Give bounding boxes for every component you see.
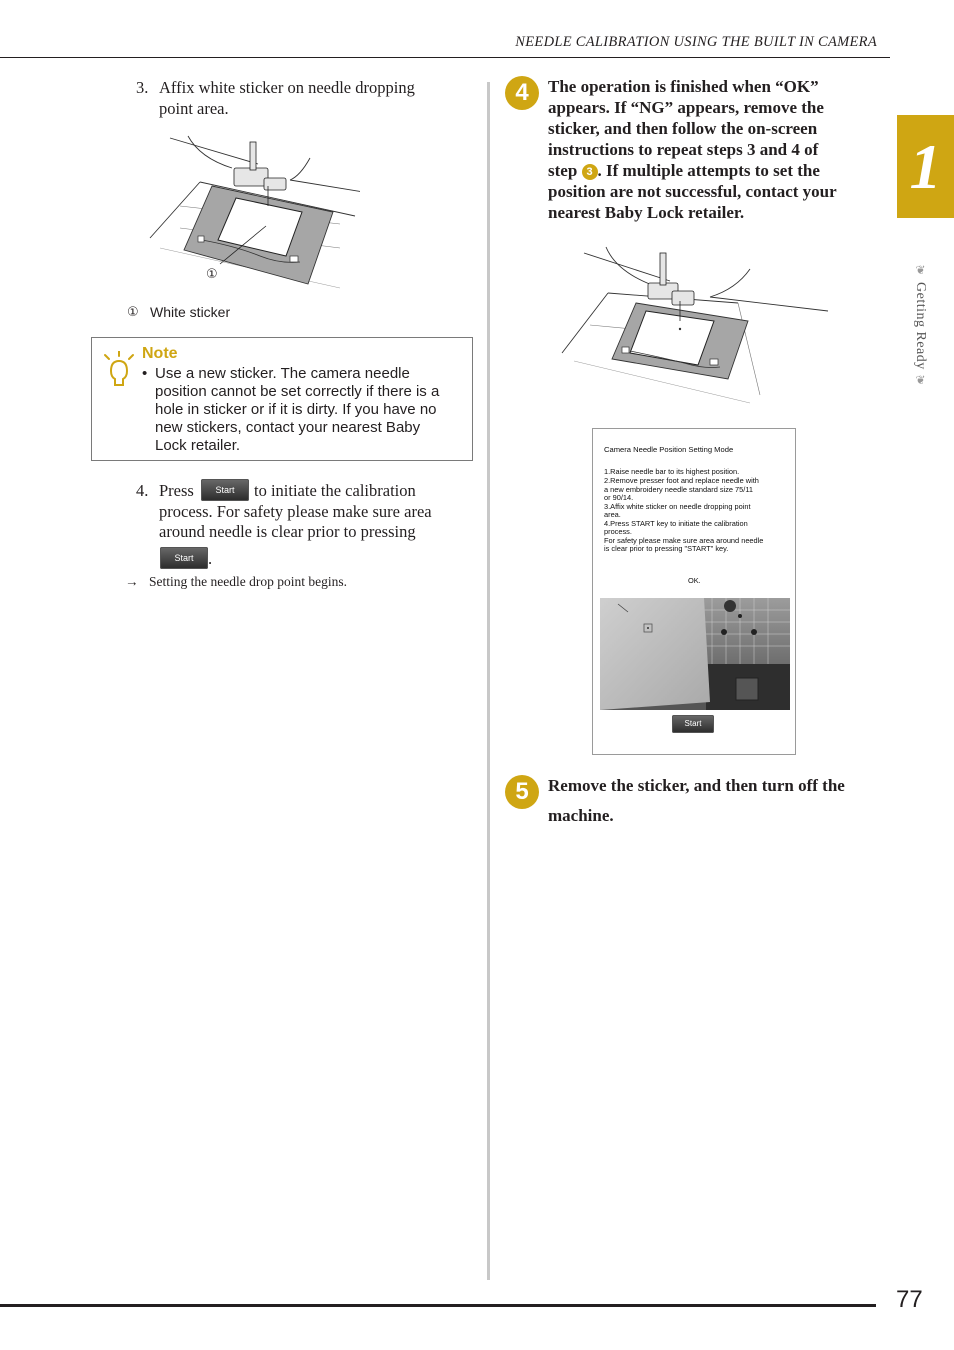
camera-view-image — [600, 598, 790, 710]
screen-instruction-5: 3.Affix white sticker on needle dropping point — [604, 502, 751, 511]
screen-instruction-6: area. — [604, 510, 621, 519]
start-key-image: Start — [201, 479, 249, 501]
step-4-result: Setting the needle drop point begins. — [149, 574, 347, 589]
result-arrow: → — [125, 574, 139, 589]
step-4-bold-line-3: sticker, and then follow the on-screen — [548, 119, 818, 138]
step-4-period: . — [208, 549, 213, 568]
figure-caption: White sticker — [150, 304, 231, 320]
step-4-line-3: around needle is clear prior to pressing — [159, 522, 416, 541]
screen-instruction-1: 1.Raise needle bar to its highest position. — [604, 467, 740, 476]
step-4-bold-line-5 — [548, 161, 820, 182]
note-line-3: hole in sticker or if it is dirty. If you have no — [155, 401, 437, 418]
screen-instruction-4: or 90/14. — [604, 493, 634, 502]
start-key-image: Start — [160, 547, 208, 569]
step-word: step — [548, 161, 578, 180]
screen-instruction-2: 2.Remove presser foot and replace needle with — [604, 476, 759, 485]
screen-instruction-9: For safety please make sure area around needle — [604, 536, 764, 545]
screen-title: Camera Needle Position Setting Mode — [604, 445, 734, 454]
note-line-2: position cannot be set correctly if there is a — [155, 383, 440, 400]
screen-start-button: Start — [672, 715, 714, 733]
step-5-line-1: Remove the sticker, and then turn off the — [548, 776, 845, 795]
ornament-icon: ❦ — [913, 263, 928, 278]
step-4-bold-line-7: nearest Baby Lock retailer. — [548, 203, 745, 222]
sticker-figure — [140, 128, 360, 300]
step-4-press: Press — [159, 481, 194, 500]
step-4-bold-line-4: instructions to repeat steps 3 and 4 of — [548, 140, 819, 159]
step-4-line-2: process. For safety please make sure area — [159, 502, 432, 521]
screen-instruction-3: a new embroidery needle standard size 75/11 — [604, 485, 753, 494]
screen-instruction-7: 4.Press START key to initiate the calibration — [604, 519, 748, 528]
ornament-icon: ❦ — [913, 373, 928, 388]
note-line-5: Lock retailer. — [155, 437, 241, 454]
note-line-1: Use a new sticker. The camera needle — [155, 365, 410, 382]
chapter-tab: 1 — [897, 115, 954, 218]
running-header: NEEDLE CALIBRATION USING THE BUILT IN CAMERA — [515, 34, 877, 50]
caption-number: ① — [127, 304, 139, 319]
step-4-badge: 4 — [505, 76, 539, 110]
step-3-ref-badge: 3 — [582, 164, 598, 180]
note-lightbulb-icon — [103, 351, 135, 389]
screen-instruction-10: is clear prior to pressing "START" key. — [604, 544, 729, 553]
page-number: 77 — [896, 1286, 923, 1313]
screen-status: OK. — [688, 576, 701, 585]
step-4-bold-line-2: appears. If “NG” appears, remove the — [548, 98, 824, 117]
chapter-side-label — [905, 238, 935, 413]
footer-rule — [0, 1304, 876, 1307]
step-4-bold-line-6: position are not successful, contact your — [548, 182, 837, 201]
note-bullet: • — [142, 365, 148, 382]
step-3-line-1: Affix white sticker on needle dropping — [159, 78, 415, 97]
column-divider — [487, 82, 490, 1280]
step-3-line-2: point area. — [159, 99, 229, 118]
step-4-line5-rest: . If multiple attempts to set the — [597, 161, 820, 180]
screen-instruction-8: process. — [604, 527, 632, 536]
step-5-badge: 5 — [505, 775, 539, 809]
step-4-number: 4. — [136, 481, 149, 500]
needle-plate-figure — [560, 245, 830, 407]
header-rule — [0, 57, 890, 58]
step-4-line-1: to initiate the calibration — [254, 481, 416, 500]
figure-callout: ① — [206, 266, 218, 281]
note-title: Note — [142, 345, 178, 362]
step-4-bold-line-1: The operation is finished when “OK” — [548, 77, 819, 96]
step-5-line-2: machine. — [548, 806, 614, 825]
chapter-label: Getting Ready — [913, 281, 928, 370]
step-3-number: 3. — [136, 78, 149, 97]
note-line-4: new stickers, contact your nearest Baby — [155, 419, 421, 436]
